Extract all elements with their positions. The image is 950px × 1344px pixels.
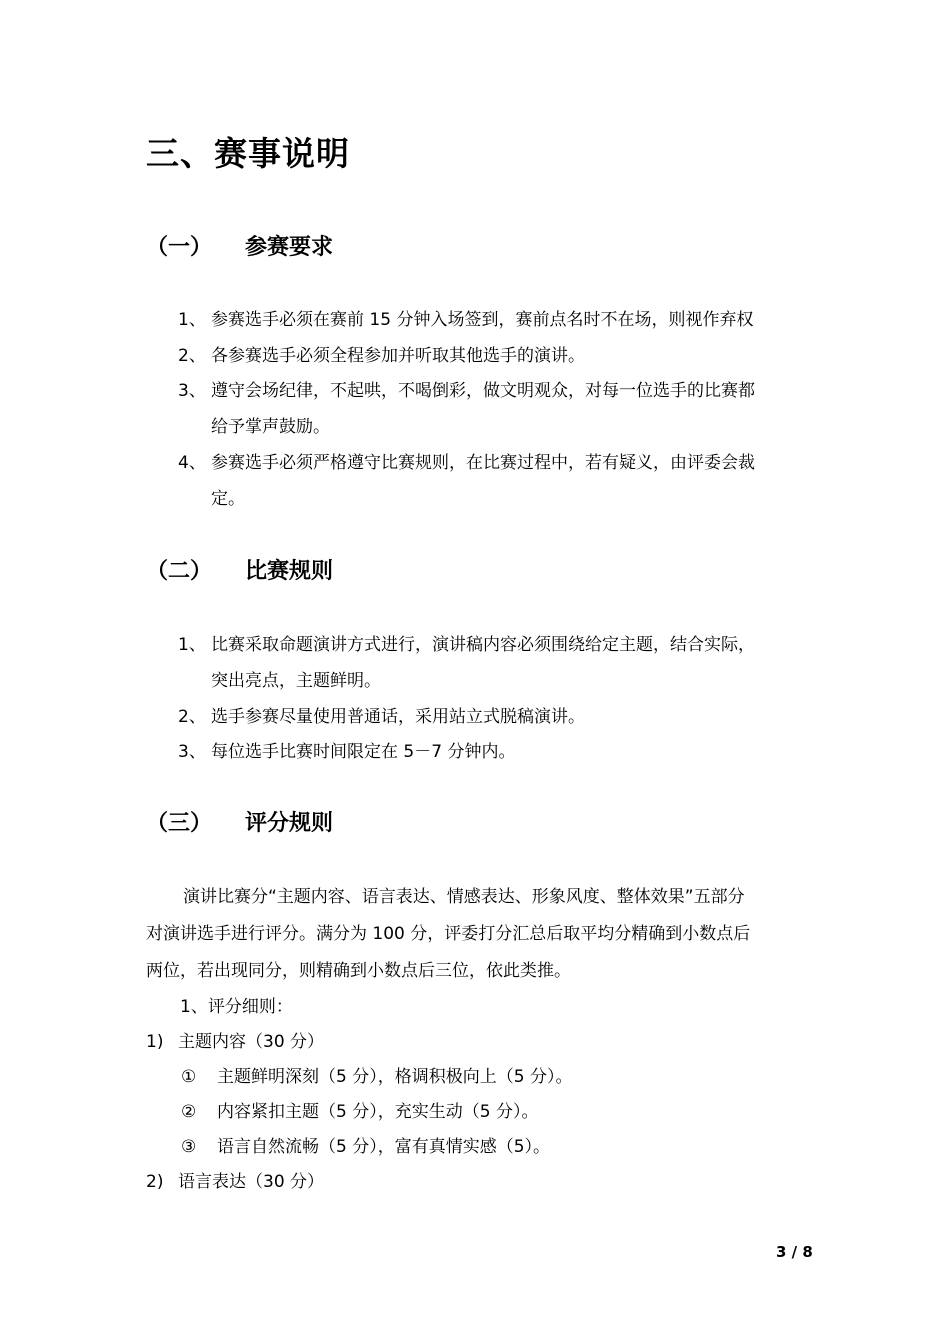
criterion-number: ③ xyxy=(181,1137,197,1157)
list-item-text: 每位选手比赛时间限定在 5－7 分钟内。 xyxy=(211,742,516,762)
list-item-text: 突出亮点，主题鲜明。 xyxy=(211,671,381,691)
heading-scoring xyxy=(146,806,546,836)
section-title: 三、赛事说明 xyxy=(146,134,350,173)
paragraph-line: 演讲比赛分“主题内容、语言表达、情感表达、形象风度、整体效果”五部分 xyxy=(183,887,745,907)
list-item-text: 给予掌声鼓励。 xyxy=(211,417,330,437)
heading-title: 参赛要求 xyxy=(245,235,334,260)
part-number: 1) xyxy=(146,1032,164,1052)
list-item-text: 参赛选手必须在赛前 15 分钟入场签到，赛前点名时不在场，则视作弃权 xyxy=(211,310,754,330)
list-item-text: 遵守会场纪律，不起哄，不喝倒彩，做文明观众，对每一位选手的比赛都 xyxy=(211,381,755,401)
heading-title: 评分规则 xyxy=(245,811,334,836)
list-item-text: 各参赛选手必须全程参加并听取其他选手的演讲。 xyxy=(211,346,585,366)
part-title: 主题内容（30 分） xyxy=(178,1032,325,1052)
paragraph-line: 两位，若出现同分，则精确到小数点后三位，依此类推。 xyxy=(146,961,571,981)
page-current: 3 xyxy=(776,1243,787,1261)
heading-title: 比赛规则 xyxy=(245,559,334,584)
paragraph-line: 对演讲选手进行评分。满分为 100 分，评委打分汇总后取平均分精确到小数点后 xyxy=(146,924,751,944)
heading-rules xyxy=(146,554,546,584)
list-index: 3、 xyxy=(178,381,206,401)
list-item-text: 选手参赛尽量使用普通话，采用站立式脱稿演讲。 xyxy=(211,707,585,727)
list-item-text: 定。 xyxy=(211,489,245,509)
criterion-text: 主题鲜明深刻（5 分），格调积极向上（5 分）。 xyxy=(217,1067,573,1087)
list-index: 1、 xyxy=(178,635,206,655)
criterion-number: ② xyxy=(181,1102,197,1122)
part-title: 语言表达（30 分） xyxy=(178,1172,325,1192)
list-index: 3、 xyxy=(178,742,206,762)
criterion-number: ① xyxy=(181,1067,197,1087)
heading-requirements xyxy=(146,230,546,260)
page-total: 8 xyxy=(802,1243,813,1261)
list-item-text: 参赛选手必须严格遵守比赛规则，在比赛过程中，若有疑义，由评委会裁 xyxy=(211,453,755,473)
list-index: 4、 xyxy=(178,453,206,473)
page-number xyxy=(776,1243,813,1261)
list-index: 2、 xyxy=(178,707,206,727)
part-number: 2) xyxy=(146,1172,164,1192)
page-separator: / xyxy=(786,1243,803,1261)
criterion-text: 内容紧扣主题（5 分），充实生动（5 分）。 xyxy=(217,1102,539,1122)
list-item-text: 比赛采取命题演讲方式进行，演讲稿内容必须围绕给定主题，结合实际， xyxy=(211,635,755,655)
heading-number: （一） xyxy=(146,235,213,260)
list-index: 1、 xyxy=(178,310,206,330)
list-index: 2、 xyxy=(178,346,206,366)
heading-number: （三） xyxy=(146,811,213,836)
heading-number: （二） xyxy=(146,559,213,584)
criterion-text: 语言自然流畅（5 分），富有真情实感（5）。 xyxy=(217,1137,551,1157)
detail-label: 1、评分细则： xyxy=(180,997,293,1017)
